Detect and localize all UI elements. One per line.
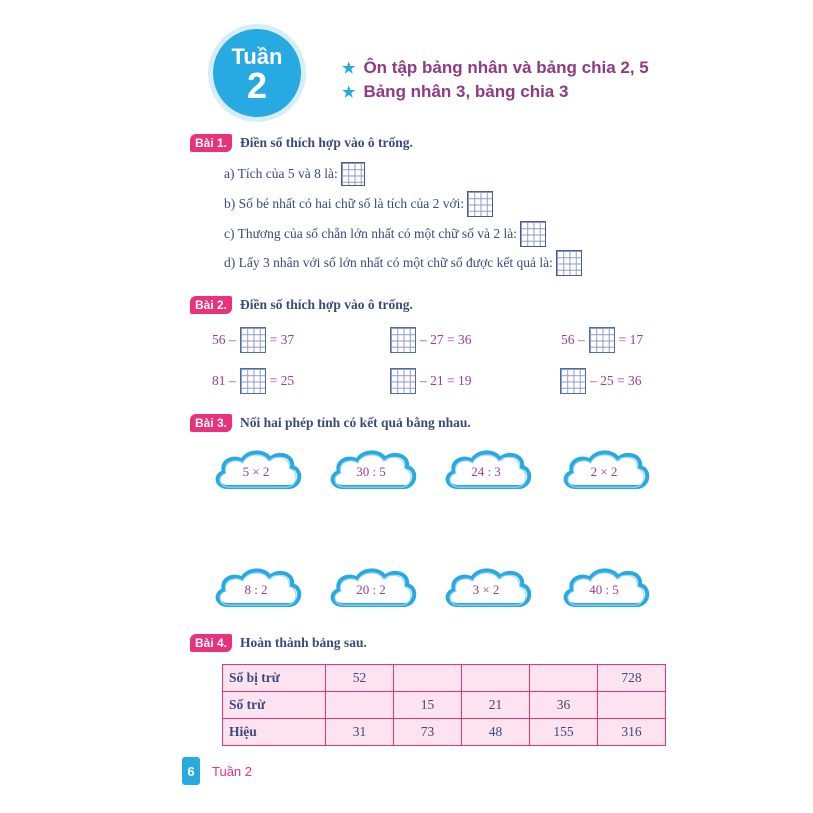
exercise-title: Hoàn thành bảng sau. [240, 635, 367, 650]
subtraction-table [222, 664, 666, 746]
exercise-tag: Bài 3. [190, 414, 232, 432]
cloud-text: 40 : 5 [589, 582, 619, 597]
answer-box[interactable] [390, 368, 416, 394]
exercise-2-heading [190, 296, 413, 314]
exercise-3-heading [190, 414, 471, 432]
answer-box[interactable] [341, 162, 365, 186]
topic-item [342, 56, 649, 80]
item-text: a) Tích của 5 và 8 là: [224, 166, 338, 181]
week-label: Tuần [231, 44, 283, 69]
answer-box[interactable] [589, 327, 615, 353]
table-cell[interactable]: 48 [462, 719, 530, 746]
table-cell[interactable] [530, 665, 598, 692]
table-cell[interactable]: 316 [598, 719, 666, 746]
table-cell[interactable] [462, 665, 530, 692]
row-header: Số bị trừ [223, 665, 326, 692]
equation-left: 56 – [212, 332, 236, 347]
cloud-expression[interactable] [325, 565, 417, 615]
cloud-text: 20 : 2 [356, 582, 386, 597]
cloud-expression[interactable] [440, 447, 532, 497]
topic-text: Bảng nhân 3, bảng chia 3 [363, 82, 569, 101]
exercise-1-item-c [224, 221, 546, 247]
table-cell[interactable]: 15 [394, 692, 462, 719]
cloud-text: 24 : 3 [471, 464, 501, 479]
equation [212, 327, 294, 353]
equation [212, 368, 294, 394]
exercise-title: Điền số thích hợp vào ô trống. [240, 297, 413, 312]
table-cell[interactable]: 31 [326, 719, 394, 746]
table-row [223, 692, 666, 719]
topic-list [342, 56, 649, 104]
page-number: 6 [182, 757, 200, 785]
equation-right: = 17 [618, 332, 644, 347]
answer-box[interactable] [240, 368, 266, 394]
table-cell[interactable]: 36 [530, 692, 598, 719]
cloud-expression[interactable] [325, 447, 417, 497]
exercise-1-heading [190, 134, 413, 152]
item-text: b) Số bé nhất có hai chữ số là tích của 2 với: [224, 196, 465, 211]
week-number: 2 [246, 65, 268, 106]
equation-right: = 37 [269, 332, 295, 347]
equation [556, 368, 642, 394]
cloud-expression[interactable] [440, 565, 532, 615]
cloud-expression[interactable] [558, 447, 650, 497]
table-cell[interactable]: 52 [326, 665, 394, 692]
cloud-expression[interactable] [558, 565, 650, 615]
footer-label: Tuần 2 [212, 763, 252, 779]
topic-item [342, 80, 649, 104]
cloud-text: 8 : 2 [244, 582, 268, 597]
table-cell[interactable] [326, 692, 394, 719]
exercise-1-item-b [224, 191, 493, 217]
table-cell[interactable] [394, 665, 462, 692]
table-cell[interactable]: 73 [394, 719, 462, 746]
answer-box[interactable] [520, 221, 546, 247]
table-row [223, 719, 666, 746]
answer-box[interactable] [556, 250, 582, 276]
row-header: Số trừ [223, 692, 326, 719]
equation-left: 56 – [561, 332, 585, 347]
exercise-1-item-d [224, 250, 582, 276]
exercise-tag: Bài 2. [190, 296, 232, 314]
equation [386, 327, 472, 353]
exercise-4-heading [190, 634, 367, 652]
answer-box[interactable] [467, 191, 493, 217]
equation [561, 327, 643, 353]
equation-right: = 25 [269, 373, 295, 388]
row-header: Hiệu [223, 719, 326, 746]
cloud-text: 5 × 2 [242, 464, 270, 479]
star-icon: ★ [342, 60, 356, 77]
cloud-expression[interactable] [210, 447, 302, 497]
equation-right: – 27 = 36 [420, 332, 472, 347]
page-footer [182, 757, 252, 785]
equation [386, 368, 472, 394]
table-cell[interactable]: 155 [530, 719, 598, 746]
week-badge [208, 24, 306, 122]
cloud-text: 2 × 2 [590, 464, 618, 479]
star-icon: ★ [342, 84, 356, 101]
exercise-tag: Bài 1. [190, 134, 232, 152]
table-row [223, 665, 666, 692]
exercise-1-item-a [224, 162, 365, 186]
equation-right: – 21 = 19 [420, 373, 472, 388]
cloud-expression[interactable] [210, 565, 302, 615]
table-cell[interactable] [598, 692, 666, 719]
exercise-title: Điền số thích hợp vào ô trống. [240, 135, 413, 150]
answer-box[interactable] [560, 368, 586, 394]
item-text: c) Thương của số chẵn lớn nhất có một chữ số và 2 là: [224, 226, 517, 241]
answer-box[interactable] [390, 327, 416, 353]
table-cell[interactable]: 728 [598, 665, 666, 692]
exercise-tag: Bài 4. [190, 634, 232, 652]
equation-right: – 25 = 36 [590, 373, 642, 388]
table-cell[interactable]: 21 [462, 692, 530, 719]
item-text: d) Lấy 3 nhân với số lớn nhất có một chữ số được kết quả là: [224, 255, 553, 270]
cloud-text: 3 × 2 [472, 582, 500, 597]
answer-box[interactable] [240, 327, 266, 353]
equation-left: 81 – [212, 373, 236, 388]
topic-text: Ôn tập bảng nhân và bảng chia 2, 5 [363, 58, 649, 77]
exercise-title: Nối hai phép tính có kết quả bằng nhau. [240, 415, 471, 430]
cloud-text: 30 : 5 [356, 464, 386, 479]
